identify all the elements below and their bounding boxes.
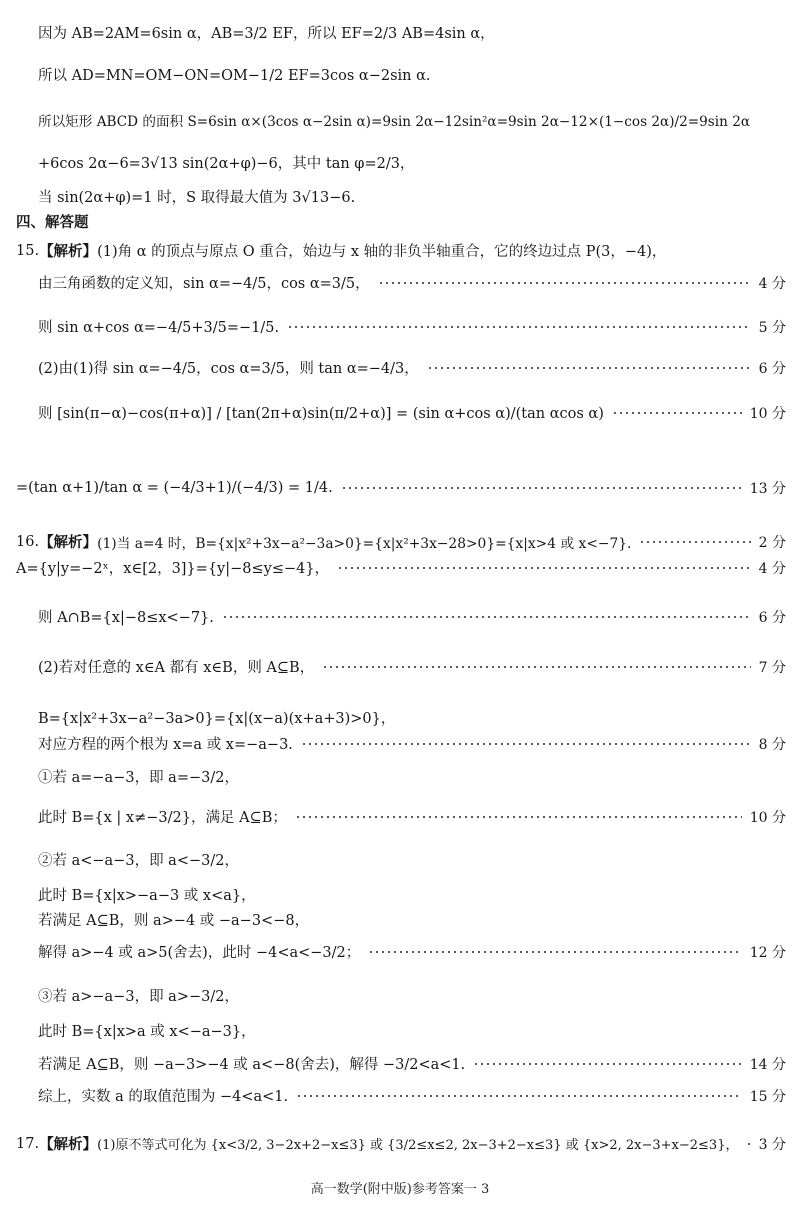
q16-number: 16. [16, 533, 40, 550]
q16-tag: 【解析】 [39, 535, 98, 551]
leader-dots [301, 743, 751, 745]
section-heading: 四、解答题 [16, 215, 89, 231]
score: 6 分 [758, 360, 786, 377]
q16-line-13: 此时 B={x|x>a 或 x<−a−3}， [38, 1024, 256, 1040]
q17-number: 17. [16, 1135, 40, 1152]
q16-line-5: 对应方程的两个根为 x=a 或 x=−a−3. 8 分 [38, 733, 786, 754]
top-line-2: 所以 AD=MN=OM−ON=OM−1/2 EF=3cos α−2sin α. [38, 68, 431, 84]
q16-line-0: 16. 【解析】 (1)当 a=4 时，B={x|x²+3x−a²−3a>0}={x|x²+3x−28>0}={x|x>4 或 x<−7}. 2 分 [16, 531, 786, 552]
leader-dots [378, 282, 751, 284]
q17-line-0: 17. 【解析】 (1)原不等式可化为 {x<3/2, 3−2x+2−x≤3} 或 {3/2≤x≤2, 2x−3+2−x≤3} 或 {x>2, 2x−3+x−2≤3}， 3 分 [16, 1133, 786, 1154]
leader-dots [287, 326, 751, 328]
leader-dots [295, 816, 742, 818]
q16-line-4: B={x|x²+3x−a²−3a>0}={x|(x−a)(x+a+3)>0}， [38, 711, 396, 727]
q16-line-2: 则 A∩B={x|−8≤x<−7}. 6 分 [38, 606, 786, 627]
page-footer: 高一数学(附中版)参考答案一 3 [310, 1182, 490, 1197]
score: 5 分 [758, 319, 786, 336]
q17-tag: 【解析】 [39, 1137, 98, 1153]
q15-line-5: =(tan α+1)/tan α = (−4/3+1)/(−4/3) = 1/4. 13 分 [16, 480, 786, 497]
q16-line-9: 此时 B={x|x>−a−3 或 x<a}， [38, 888, 256, 904]
q16-line-7: 此时 B={x | x≠−3/2}，满足 A⊆B； 10 分 [38, 806, 786, 827]
score: 13 分 [749, 481, 786, 497]
score: 10 分 [749, 405, 786, 422]
leader-dots [341, 487, 742, 489]
score: 3 分 [758, 1136, 786, 1153]
leader-dots [337, 567, 751, 569]
score: 15 分 [749, 1088, 786, 1105]
score: 2 分 [758, 534, 786, 551]
leader-dots [222, 616, 751, 618]
q16-line-11: 解得 a>−4 或 a>5(舍去)，此时 −4<a<−3/2； 12 分 [38, 941, 786, 962]
q16-line-3: (2)若对任意的 x∈A 都有 x∈B，则 A⊆B， 7 分 [38, 656, 786, 677]
score: 4 分 [758, 560, 786, 577]
q16-line-15: 综上，实数 a 的取值范围为 −4<a<1. 15 分 [38, 1085, 786, 1106]
q16-line-12: ③若 a>−a−3，即 a>−3/2， [38, 989, 239, 1005]
q15-line-0: 15. 【解析】 (1)角 α 的顶点与原点 O 重合，始边与 x 轴的非负半轴重合，它的终边过点 P(3，−4)， [16, 240, 786, 261]
top-line-3: 所以矩形 ABCD 的面积 S=6sin α×(3cos α−2sin α)=9sin 2α−12sin²α=9sin 2α−12×(1−cos 2α)/2=9sin 2α [38, 114, 751, 130]
leader-dots [296, 1095, 742, 1097]
q16-line-8: ②若 a<−a−3，即 a<−3/2， [38, 853, 239, 869]
q15-line-3: (2)由(1)得 sin α=−4/5，cos α=3/5，则 tan α=−4/3， 6 分 [38, 357, 786, 378]
top-line-5: 当 sin(2α+φ)=1 时，S 取得最大值为 3√13−6. [38, 190, 356, 206]
score: 7 分 [758, 659, 786, 676]
q16-line-14: 若满足 A⊆B，则 −a−3>−4 或 a<−8(舍去)，解得 −3/2<a<1. 14 分 [38, 1053, 786, 1074]
score: 14 分 [749, 1056, 786, 1073]
q16-line-1: A={y|y=−2ˣ，x∈[2，3]}={y|−8≤y≤−4}， 4 分 [16, 557, 786, 578]
score: 4 分 [758, 275, 786, 292]
top-line-1: 因为 AB=2AM=6sin α，AB=3/2 EF，所以 EF=2/3 AB=4sin α， [38, 26, 495, 42]
q15-number: 15. [16, 242, 40, 259]
leader-dots [746, 1143, 750, 1145]
q16-line-6: ①若 a=−a−3，即 a=−3/2， [38, 770, 239, 786]
leader-dots [322, 666, 750, 668]
leader-dots [612, 412, 742, 414]
q15-line-1: 由三角函数的定义知，sin α=−4/5，cos α=3/5， 4 分 [38, 272, 786, 293]
leader-dots [368, 951, 741, 953]
q15-line-2: 则 sin α+cos α=−4/5+3/5=−1/5. 5 分 [38, 316, 786, 337]
score: 8 分 [758, 736, 786, 753]
leader-dots [427, 367, 751, 369]
q15-line-4: 则 [sin(π−α)−cos(π+α)] / [tan(2π+α)sin(π/2+α)] = (sin α+cos α)/(tan αcos α) 10 分 [38, 402, 786, 423]
score: 6 分 [758, 609, 786, 626]
leader-dots [639, 541, 750, 543]
score: 10 分 [749, 809, 786, 826]
top-line-4: +6cos 2α−6=3√13 sin(2α+φ)−6，其中 tan φ=2/3， [38, 156, 415, 172]
q15-tag: 【解析】 [39, 244, 98, 260]
leader-dots [473, 1063, 741, 1065]
score: 12 分 [749, 944, 786, 961]
q16-line-10: 若满足 A⊆B，则 a>−4 或 −a−3<−8， [38, 913, 310, 929]
